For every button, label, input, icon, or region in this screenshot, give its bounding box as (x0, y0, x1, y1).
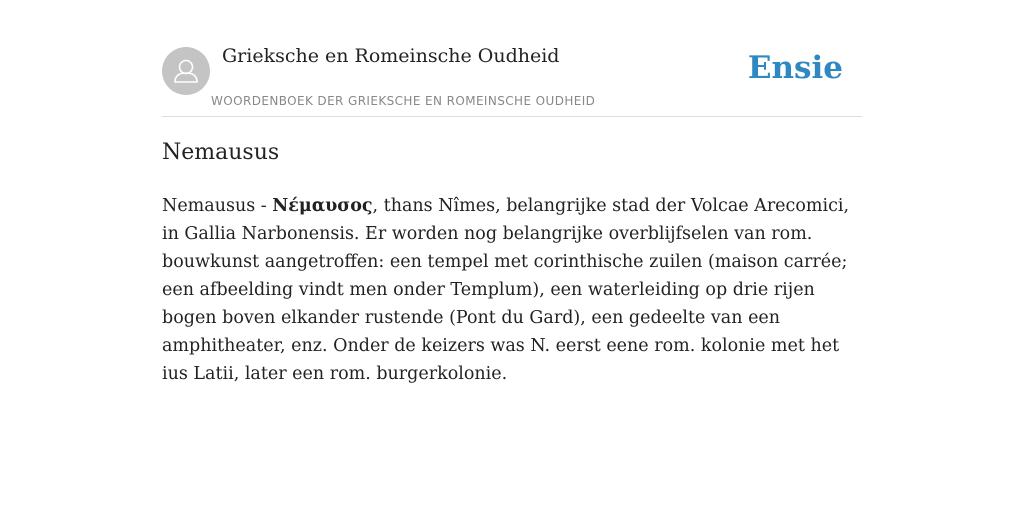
source-title[interactable]: Grieksche en Romeinsche Oudheid (222, 45, 560, 67)
source-header (162, 40, 862, 117)
entry-body (162, 192, 862, 388)
source-subtitle[interactable]: WOORDENBOEK DER GRIEKSCHE EN ROMEINSCHE OUDHEID (211, 94, 596, 108)
source-avatar[interactable] (162, 47, 210, 95)
entry-body-text: , thans Nîmes, belangrijke stad der Volcae Arecomici, in Gallia Narbonensis. Er worden nog belangrijke overblijfselen van rom. bouwkunst aangetroffen: een tempel met corinthische zuilen (maison carrée; een afbeelding vindt men onder Templum), een waterleiding op drie rijen bogen boven elkander rustende (Pont du Gard), een gedeelte van een amphitheater, enz. Onder de keizers was N. eerst eene rom. kolonie met het ius Latii, later een rom. burgerkolonie. (162, 196, 850, 384)
entry-title: Nemausus (162, 140, 280, 165)
user-icon (162, 47, 210, 95)
brand-logo[interactable]: Ensie (747, 50, 843, 86)
entry-greek-term: Νέμαυσος (272, 196, 373, 216)
entry-body-prefix: Nemausus - (162, 196, 273, 216)
